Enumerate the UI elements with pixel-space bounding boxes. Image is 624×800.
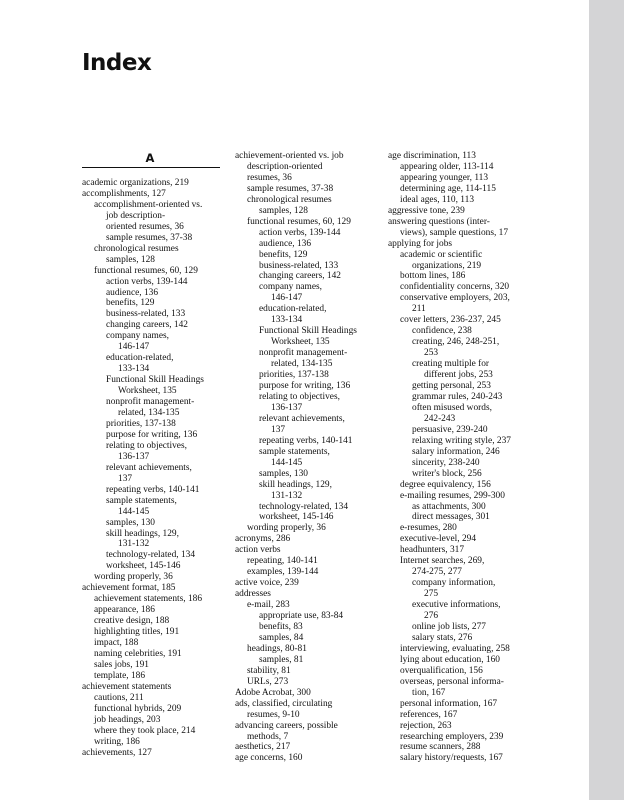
index-entry: different jobs, 253 — [424, 370, 493, 381]
index-entry: views), sample questions, 17 — [400, 227, 509, 238]
index-entry: highlighting titles, 191 — [94, 627, 180, 638]
index-entry: skill headings, 129, — [106, 528, 179, 539]
index-entry: 144-145 — [271, 457, 303, 468]
index-entry: audience, 136 — [106, 287, 159, 298]
viewer-gutter — [589, 0, 624, 800]
index-entry: conservative employers, 203, — [400, 293, 510, 304]
index-entry: aggressive tone, 239 — [388, 205, 465, 216]
index-entry: purpose for writing, 136 — [259, 381, 351, 392]
index-entry: overqualification, 156 — [400, 665, 483, 676]
index-entry: executive-level, 294 — [400, 534, 477, 545]
index-entry: wording properly, 36 — [247, 523, 326, 534]
index-entry: 137 — [271, 424, 286, 435]
index-entry: achievement format, 185 — [82, 583, 176, 594]
index-entry: researching employers, 239 — [400, 731, 504, 742]
index-entry: sales jobs, 191 — [94, 659, 149, 670]
index-entry: 242-243 — [424, 413, 456, 424]
section-letter: A — [145, 151, 155, 165]
index-entry: nonprofit management- — [106, 397, 195, 408]
index-entry: 146-147 — [118, 342, 150, 353]
index-entry: company information, — [412, 578, 496, 589]
index-column-2 — [235, 151, 383, 764]
index-entry: achievement statements, 186 — [94, 594, 203, 605]
index-entry: 133-134 — [118, 364, 150, 375]
index-entry: executive informations, — [412, 600, 501, 611]
index-entry: changing careers, 142 — [106, 320, 188, 331]
index-entry: 146-147 — [271, 293, 303, 304]
index-column-1 — [82, 151, 230, 759]
index-entry: ads, classified, circulating — [235, 698, 333, 709]
index-entry: benefits, 129 — [106, 298, 155, 309]
index-entry: accomplishment-oriented vs. — [94, 199, 203, 210]
index-entry: 137 — [118, 473, 133, 484]
index-entry: applying for jobs — [388, 238, 453, 249]
index-entry: sample resumes, 37-38 — [106, 232, 193, 243]
index-entry: chronological resumes — [94, 243, 179, 254]
section-heading — [82, 151, 230, 178]
index-entry: samples, 84 — [259, 632, 304, 643]
index-entry: samples, 81 — [259, 654, 304, 665]
index-entry: advancing careers, possible — [235, 720, 338, 731]
index-entry: skill headings, 129, — [259, 479, 332, 490]
index-entry: Functional Skill Headings — [106, 375, 204, 386]
index-entry: resumes, 9-10 — [247, 709, 300, 720]
index-entry: functional resumes, 60, 129 — [94, 265, 198, 276]
index-entry: relevant achievements, — [259, 413, 345, 424]
index-entries-3 — [388, 151, 538, 764]
index-entries-1 — [82, 178, 230, 759]
section-rule — [82, 167, 220, 168]
index-entry: 136-137 — [118, 451, 150, 462]
index-entry: worksheet, 145-146 — [259, 512, 334, 523]
index-entry: 253 — [424, 348, 439, 359]
index-entry: priorities, 137-138 — [259, 370, 329, 381]
index-entry: description-oriented — [247, 161, 323, 172]
index-entry: direct messages, 301 — [412, 512, 490, 523]
index-entry: 274-275, 277 — [412, 567, 462, 578]
index-entry: sample resumes, 37-38 — [247, 183, 334, 194]
index-entry: creative design, 188 — [94, 616, 170, 627]
index-entry: creating, 246, 248-251, — [412, 337, 500, 348]
index-entry: benefits, 129 — [259, 249, 308, 260]
index-entry: Internet searches, 269, — [400, 556, 485, 567]
index-entry: wording properly, 36 — [94, 572, 173, 583]
index-entry: resume scanners, 288 — [400, 742, 481, 753]
index-entry: purpose for writing, 136 — [106, 429, 198, 440]
index-entry: company names, — [259, 282, 323, 293]
index-entry: examples, 139-144 — [247, 567, 319, 578]
index-entry: relating to objectives, — [259, 391, 340, 402]
index-entry: cautions, 211 — [94, 692, 144, 703]
index-entry: appearing younger, 113 — [400, 172, 489, 183]
index-entry: appearing older, 113-114 — [400, 161, 494, 172]
index-entry: nonprofit management- — [259, 348, 348, 359]
index-entry: 131-132 — [118, 539, 150, 550]
index-entry: stability, 81 — [247, 665, 291, 676]
index-entry: e-resumes, 280 — [400, 523, 457, 534]
index-entry: personal information, 167 — [400, 698, 498, 709]
index-entry: related, 134-135 — [118, 408, 180, 419]
index-entry: salary stats, 276 — [412, 632, 473, 643]
index-entry: achievements, 127 — [82, 747, 152, 758]
index-entry: samples, 128 — [259, 205, 308, 216]
index-entry: e-mailing resumes, 299-300 — [400, 490, 505, 501]
index-entry: organizations, 219 — [412, 260, 482, 271]
index-entry: degree equivalency, 156 — [400, 479, 491, 490]
index-entry: resumes, 36 — [247, 172, 292, 183]
index-entry: Functional Skill Headings — [259, 326, 357, 337]
index-entry: age discrimination, 113 — [388, 151, 476, 161]
index-entry: lying about education, 160 — [400, 654, 500, 665]
index-entry: creating multiple for — [412, 359, 490, 370]
index-entry: impact, 188 — [94, 638, 139, 649]
index-entry: technology-related, 134 — [106, 550, 196, 561]
index-entry: writer's block, 256 — [412, 468, 482, 479]
index-entry: repeating, 140-141 — [247, 556, 318, 567]
index-entry: naming celebrities, 191 — [94, 648, 182, 659]
index-entry: rejection, 263 — [400, 720, 452, 731]
index-entry: job headings, 203 — [94, 714, 161, 725]
index-entry: aesthetics, 217 — [235, 742, 291, 753]
index-entry: samples, 130 — [259, 468, 308, 479]
index-entry: salary history/requests, 167 — [400, 753, 503, 764]
index-entry: as attachments, 300 — [412, 501, 486, 512]
index-entry: addresses — [235, 589, 271, 600]
index-entry: persuasive, 239-240 — [412, 424, 488, 435]
index-entry: appropriate use, 83-84 — [259, 611, 344, 622]
index-entry: Adobe Acrobat, 300 — [235, 687, 311, 698]
index-entry: priorities, 137-138 — [106, 418, 176, 429]
index-entry: 211 — [412, 304, 426, 315]
index-entry: company names, — [106, 331, 170, 342]
index-entry: acronyms, 286 — [235, 534, 291, 545]
index-entry: 131-132 — [271, 490, 303, 501]
index-entry: bottom lines, 186 — [400, 271, 466, 282]
index-entry: relating to objectives, — [106, 440, 187, 451]
index-entry: methods, 7 — [247, 731, 289, 742]
index-entry: accomplishments, 127 — [82, 188, 166, 199]
index-entry: repeating verbs, 140-141 — [259, 435, 353, 446]
index-entry: technology-related, 134 — [259, 501, 349, 512]
index-entry: action verbs — [235, 545, 281, 556]
index-entry: samples, 128 — [106, 254, 155, 265]
index-entry: business-related, 133 — [259, 260, 339, 271]
index-entry: determining age, 114-115 — [400, 183, 496, 194]
index-entry: salary information, 246 — [412, 446, 500, 457]
index-entry: template, 186 — [94, 670, 146, 681]
index-entry: URLs, 273 — [247, 676, 289, 687]
index-entry: education-related, — [106, 353, 174, 364]
index-entry: often misused words, — [412, 402, 492, 413]
index-entry: active voice, 239 — [235, 578, 299, 589]
index-entry: headhunters, 317 — [400, 545, 465, 556]
index-entries-2 — [235, 151, 383, 764]
page-title: Index — [82, 50, 152, 76]
index-entry: grammar rules, 240-243 — [412, 391, 503, 402]
index-entry: headings, 80-81 — [247, 643, 307, 654]
index-entry: academic organizations, 219 — [82, 178, 189, 188]
index-entry: action verbs, 139-144 — [106, 276, 188, 287]
index-entry: references, 167 — [400, 709, 458, 720]
index-entry: action verbs, 139-144 — [259, 227, 341, 238]
index-entry: relevant achievements, — [106, 462, 192, 473]
index-entry: changing careers, 142 — [259, 271, 341, 282]
index-entry: where they took place, 214 — [94, 725, 196, 736]
index-entry: getting personal, 253 — [412, 381, 491, 392]
index-entry: achievement statements — [82, 681, 172, 692]
index-entry: functional hybrids, 209 — [94, 703, 182, 714]
index-entry: answering questions (inter- — [388, 216, 490, 227]
index-entry: writing, 186 — [94, 736, 140, 747]
index-entry: education-related, — [259, 304, 327, 315]
index-entry: 144-145 — [118, 506, 150, 517]
index-entry: oriented resumes, 36 — [106, 221, 184, 232]
index-entry: worksheet, 145-146 — [106, 561, 181, 572]
index-entry: achievement-oriented vs. job — [235, 151, 344, 161]
index-entry: relaxing writing style, 237 — [412, 435, 511, 446]
index-entry: sincerity, 238-240 — [412, 457, 480, 468]
index-entry: age concerns, 160 — [235, 753, 303, 764]
index-entry: Worksheet, 135 — [118, 386, 177, 397]
index-entry: related, 134-135 — [271, 359, 333, 370]
index-entry: confidentiality concerns, 320 — [400, 282, 510, 293]
index-entry: chronological resumes — [247, 194, 332, 205]
index-entry: academic or scientific — [400, 249, 483, 260]
index-entry: 133-134 — [271, 315, 303, 326]
index-entry: audience, 136 — [259, 238, 312, 249]
index-entry: business-related, 133 — [106, 309, 186, 320]
index-entry: job description- — [106, 210, 166, 221]
index-entry: appearance, 186 — [94, 605, 155, 616]
index-entry: 275 — [424, 589, 439, 600]
index-entry: sample statements, — [259, 446, 330, 457]
index-entry: interviewing, evaluating, 258 — [400, 643, 510, 654]
index-entry: online job lists, 277 — [412, 621, 486, 632]
index-entry: functional resumes, 60, 129 — [247, 216, 351, 227]
index-entry: samples, 130 — [106, 517, 155, 528]
index-entry: overseas, personal informa- — [400, 676, 504, 687]
index-entry: ideal ages, 110, 113 — [400, 194, 475, 205]
index-entry: cover letters, 236-237, 245 — [400, 315, 501, 326]
index-entry: sample statements, — [106, 495, 177, 506]
index-entry: 136-137 — [271, 402, 303, 413]
index-entry: e-mail, 283 — [247, 600, 290, 611]
index-entry: confidence, 238 — [412, 326, 472, 337]
index-entry: Worksheet, 135 — [271, 337, 330, 348]
index-entry: repeating verbs, 140-141 — [106, 484, 200, 495]
index-entry: 276 — [424, 611, 439, 622]
index-entry: benefits, 83 — [259, 621, 303, 632]
index-column-3 — [388, 151, 538, 764]
index-entry: tion, 167 — [412, 687, 446, 698]
